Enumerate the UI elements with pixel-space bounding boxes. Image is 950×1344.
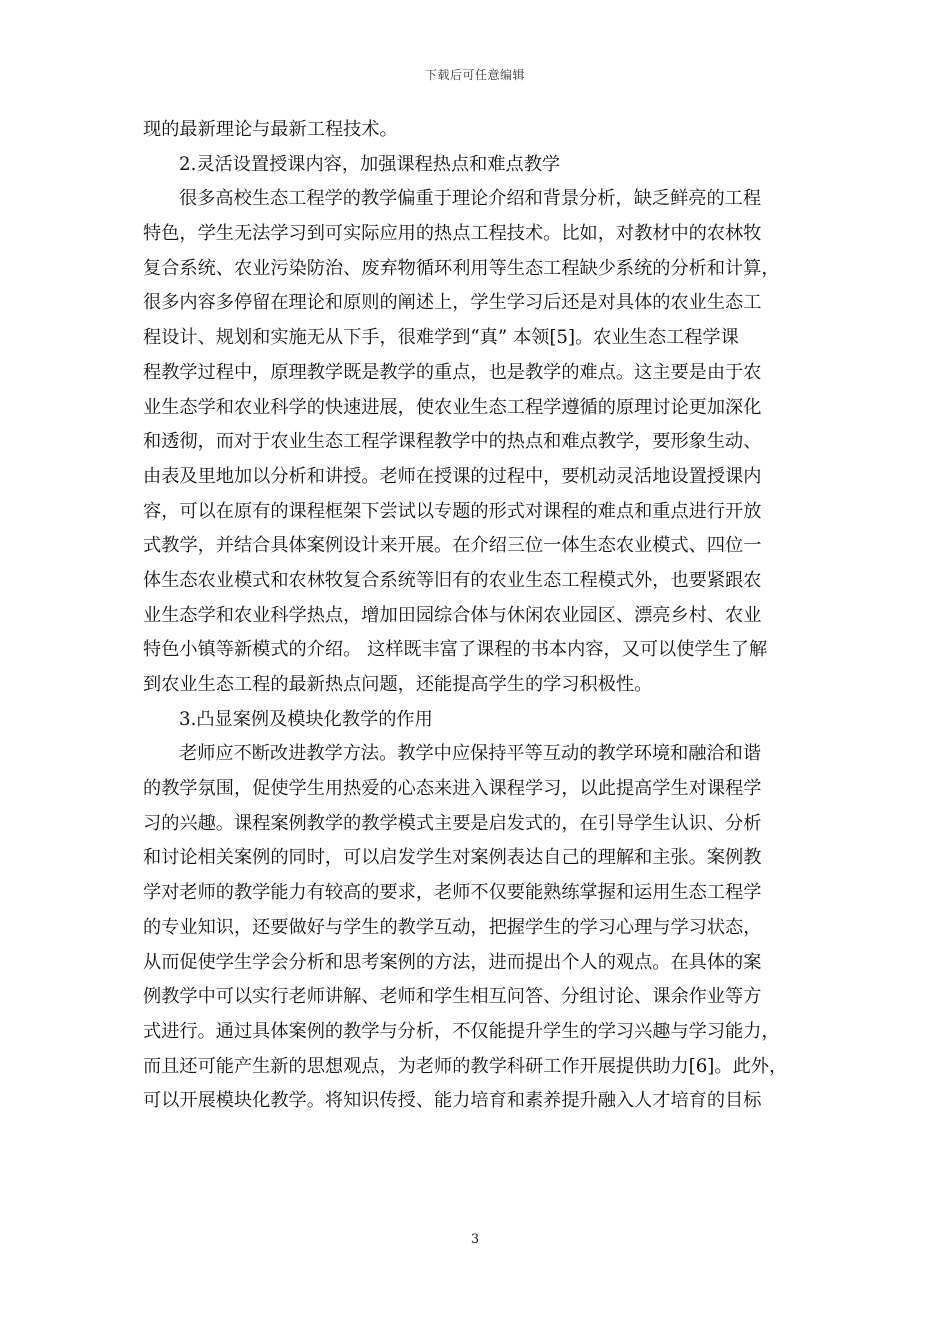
text-line: 习的兴趣。课程案例教学的教学模式主要是启发式的，在引导学生认识、分析 [143,812,762,834]
text-line: 容，可以在原有的课程框架下尝试以专题的形式对课程的难点和重点进行开放 [143,500,762,522]
text-line: 的专业知识，还要做好与学生的教学互动，把握学生的学习心理与学习状态， [143,916,762,938]
text-line: 体生态农业模式和农林牧复合系统等旧有的农业生态工程模式外，也要紧跟农 [143,569,762,591]
text-line: 复合系统、农业污染防治、废弃物循环利用等生态工程缺少系统的分析和计算， [143,257,780,279]
text-line: 程教学过程中，原理教学既是教学的重点，也是教学的难点。这主要是由于农 [143,361,762,383]
text-line: 例教学中可以实行老师讲解、老师和学生相互问答、分组讨论、课余作业等方 [143,986,762,1008]
text-line: 式教学，并结合具体案例设计来开展。在介绍三位一体生态农业模式、四位一 [143,535,762,557]
text-line: 式进行。通过具体案例的教学与分析，不仅能提升学生的学习兴趣与学习能力， [143,1020,780,1042]
page-number: 3 [470,1232,480,1247]
text-line: 特色小镇等新模式的介绍。 这样既丰富了课程的书本内容，又可以使学生了解 [143,639,768,661]
text-line: 到农业生态工程的最新热点问题，还能提高学生的学习积极性。 [143,674,653,695]
text-line: 现的最新理论与最新工程技术。 [143,119,398,140]
text-line: 可以开展模块化教学。将知识传授、能力培育和素养提升融入人才培育的目标 [143,1090,762,1112]
text-line: 业生态学和农业科学的快速进展，使农业生态工程学遵循的原理讨论更加深化 [143,396,762,418]
text-line: 业生态学和农业科学热点，增加田园综合体与休闲农业园区、漂亮乡村、农业 [143,604,762,626]
text-line: 由表及里地加以分析和讲授。老师在授课的过程中，要机动灵活地设置授课内 [143,465,762,487]
text-line: 从而促使学生学会分析和思考案例的方法，进而提出个人的观点。在具体的案 [143,951,762,973]
text-line: 和讨论相关案例的同时，可以启发学生对案例表达自己的理解和主张。案例教 [143,847,762,869]
section-heading-2: 2.灵活设置授课内容，加强课程热点和难点教学 [179,153,561,175]
text-line: 很多内容多停留在理论和原则的阐述上，学生学习后还是对具体的农业生态工 [143,292,762,314]
text-line: 很多高校生态工程学的教学偏重于理论介绍和背景分析，缺乏鲜亮的工程 [179,188,762,210]
section-heading-3: 3.凸显案例及模块化教学的作用 [179,708,433,730]
text-line: 的教学氛围，促使学生用热爱的心态来进入课程学习，以此提高学生对课程学 [143,778,762,800]
text-line: 老师应不断改进教学方法。教学中应保持平等互动的教学环境和融洽和谐 [179,743,762,765]
text-line: 学对老师的教学能力有较高的要求，老师不仅要能熟练掌握和运用生态工程学 [143,882,762,904]
text-line: 程设计、规划和实施无从下手，很难学到“真” 本领[5]。农业生态工程学课 [143,327,739,349]
text-line: 特色，学生无法学习到可实际应用的热点工程技术。比如，对教材中的农林牧 [143,223,762,245]
text-line: 而且还可能产生新的思想观点，为老师的教学科研工作开展提供助力[6]。此外， [143,1055,788,1077]
text-line: 和透彻，而对于农业生态工程学课程教学中的热点和难点教学，要形象生动、 [143,431,762,453]
page-header: 下载后可任意编辑 [424,68,525,82]
document-body [143,113,815,1119]
